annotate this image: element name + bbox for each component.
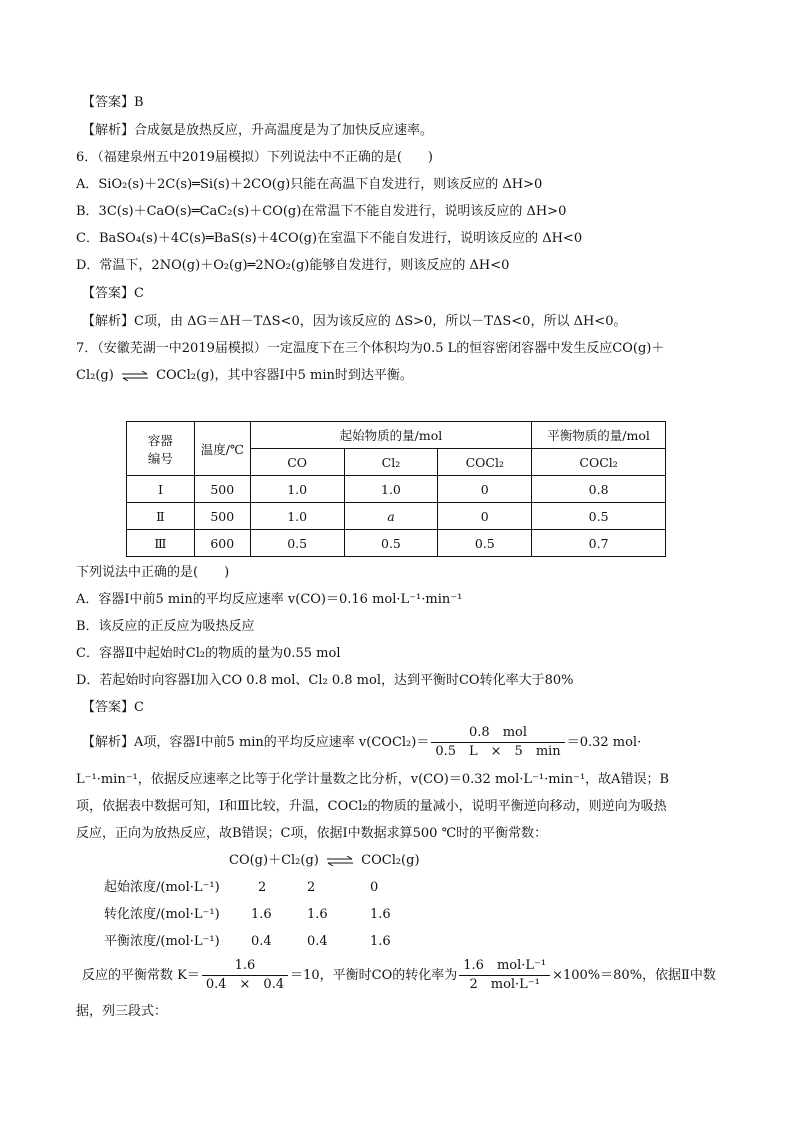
table-row: Ⅰ 500 1.0 1.0 0 0.8	[127, 476, 666, 503]
q6-option-c: C．BaSO₄(s)＋4C(s)═BaS(s)＋4CO(g)在室温下不能自发进行，说明该反应的 ΔH<0	[76, 231, 583, 246]
ice-value: 0.4	[307, 934, 328, 949]
container-data-table	[126, 421, 666, 557]
ice-equation: CO(g)＋Cl₂(g) COCl₂(g)	[229, 853, 420, 868]
q6-analysis: 【解析】C项，由 ΔG＝ΔH－TΔS<0，因为该反应的 ΔS>0，所以－TΔS<0，所以 ΔH<0。	[82, 314, 627, 329]
q6-option-b: B．3C(s)＋CaO(s)═CaC₂(s)＋CO(g)在常温下不能自发进行，说明该反应的 ΔH>0	[76, 204, 567, 219]
ice-value: 2	[307, 880, 316, 895]
q7-option-b: B．该反应的正反应为吸热反应	[76, 619, 255, 634]
col-cocl2-equilibrium: COCl₂	[532, 449, 666, 476]
header-temperature: 温度/℃	[194, 422, 250, 476]
ice-value: 1.6	[307, 907, 328, 922]
header-equilibrium-amount: 平衡物质的量/mol	[532, 422, 666, 449]
ice-value: 1.6	[370, 934, 391, 949]
ice-row-change: 转化浓度/(mol·L⁻¹)	[104, 907, 220, 922]
q7-option-a: A．容器Ⅰ中前5 min的平均反应速率 v(CO)＝0.16 mol·L⁻¹·min⁻¹	[76, 592, 463, 607]
q6-option-d: D．常温下，2NO(g)＋O₂(g)═2NO₂(g)能够自发进行，则该反应的 ΔH<0	[76, 258, 510, 273]
q7-equilibrium-constant: 反应的平衡常数 K＝ $\frac{1.6}{0.4 \times 0.4}$ ＝10，平衡时CO的转化率为 $\frac{\text{1.6 mol·L⁻¹}}{\text{2 mol·L⁻¹}}$ ×100%＝80%，依据Ⅱ中数	[82, 958, 716, 992]
ice-value: 0	[370, 880, 379, 895]
table-row: Ⅲ 600 0.5 0.5 0.5 0.7	[127, 530, 666, 557]
equilibrium-arrow-icon	[326, 856, 354, 866]
header-container-number: 容器 编号	[127, 422, 195, 476]
col-cl2: Cl₂	[344, 449, 438, 476]
k-fraction: $\frac{1.6}{0.4 \times 0.4}$	[202, 958, 288, 993]
q7-analysis-line2: L⁻¹·min⁻¹，依据反应速率之比等于化学计量数之比分析，v(CO)＝0.32 mol·L⁻¹·min⁻¹，故A错误；B	[76, 772, 670, 787]
q5-analysis: 【解析】合成氨是放热反应，升高温度是为了加快反应速率。	[82, 123, 434, 138]
equilibrium-arrow-icon	[121, 371, 149, 381]
q6-answer: 【答案】C	[82, 286, 144, 301]
ice-row-initial: 起始浓度/(mol·L⁻¹)	[104, 880, 220, 895]
q6-stem: 6．（福建泉州五中2019届模拟）下列说法中不正确的是( )	[76, 150, 433, 165]
q5-answer: 【答案】B	[82, 95, 144, 110]
q7-analysis-line1: 【解析】A项，容器Ⅰ中前5 min的平均反应速率 v(COCl₂)＝ $\frac{\text{0.8 mol}}{0.5 L \times 5 \min}$ ＝0.32 mol·	[82, 725, 642, 759]
conversion-fraction: $\frac{\text{1.6 mol·L⁻¹}}{\text{2 mol·L⁻¹}}$	[459, 958, 550, 993]
table-row: Ⅱ 500 1.0 a 0 0.5	[127, 503, 666, 530]
q7-option-c: C．容器Ⅱ中起始时Cl₂的物质的量为0.55 mol	[76, 646, 341, 661]
ice-value: 1.6	[370, 907, 391, 922]
col-cocl2: COCl₂	[438, 449, 532, 476]
col-co: CO	[250, 449, 344, 476]
q7-analysis-line3: 项，依据表中数据可知，Ⅰ和Ⅲ比较，升温，COCl₂的物质的量减小，说明平衡逆向移动，则逆向为吸热	[76, 799, 667, 814]
ice-value: 0.4	[251, 934, 272, 949]
header-initial-amount: 起始物质的量/mol	[250, 422, 531, 449]
rate-fraction: $\frac{\text{0.8 mol}}{0.5 L \times 5 \min}$	[431, 725, 564, 760]
q7-analysis-line4: 反应，正向为放热反应，故B错误；C项，依据Ⅰ中数据求算500 ℃时的平衡常数：	[76, 826, 548, 841]
q7-stem-line2: Cl₂(g) COCl₂(g)，其中容器Ⅰ中5 min时到达平衡。	[76, 368, 413, 383]
ice-row-equilibrium: 平衡浓度/(mol·L⁻¹)	[104, 934, 220, 949]
q7-option-d: D．若起始时向容器Ⅰ加入CO 0.8 mol、Cl₂ 0.8 mol，达到平衡时CO转化率大于80%	[76, 673, 574, 688]
ice-value: 1.6	[251, 907, 272, 922]
q7-ask: 下列说法中正确的是( )	[76, 565, 230, 580]
q7-analysis-end: 据，列三段式：	[76, 1004, 168, 1019]
q6-option-a: A．SiO₂(s)＋2C(s)═Si(s)＋2CO(g)只能在高温下自发进行，则该反应的 ΔH>0	[76, 177, 543, 192]
ice-value: 2	[258, 880, 267, 895]
q7-stem-line1: 7．（安徽芜湖一中2019届模拟）一定温度下在三个体积均为0.5 L的恒容密闭容器中发生反应CO(g)＋	[76, 341, 665, 356]
q7-answer: 【答案】C	[82, 700, 144, 715]
